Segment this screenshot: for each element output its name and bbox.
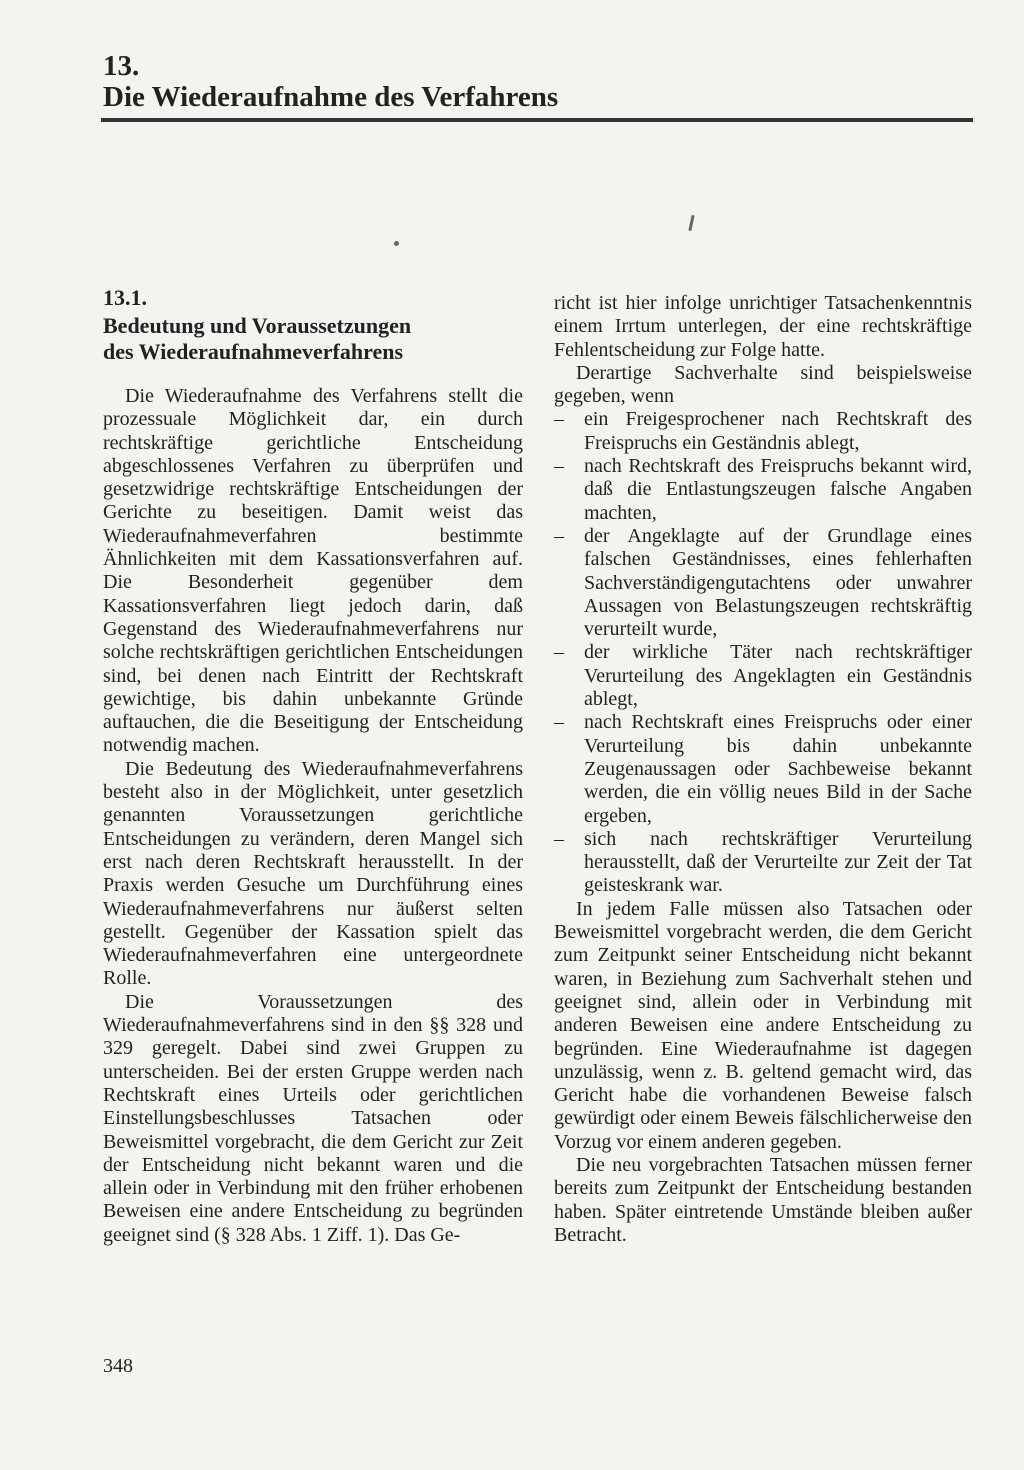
section-title-line: Bedeutung und Voraussetzungen	[103, 313, 412, 338]
chapter-number: 13.	[103, 50, 140, 82]
body-paragraph: Die Voraussetzungen des Wiederaufnahmeverfahrens sind in den §§ 328 und 329 geregelt. Dabei sind zwei Gruppen zu unterscheiden. Bei der ersten Gruppe werden nach Rechtskraft eines Urteils oder gerichtlichen Einstellungsbeschlusses Tatsachen oder Beweismittel vorgebracht, die dem Gericht zur Zeit der Entscheidung nicht bekannt waren und die allein oder in Verbindung mit den früher erhobenen Beweisen eine andere Entscheidung zu begründen geeignet sind (§ 328 Abs. 1 Ziff. 1). Das Ge-	[103, 990, 523, 1246]
list-item: – sich nach rechtskräftiger Verurteilung herausstellt, daß der Verurteilte zur Zeit der Tat geisteskrank war.	[554, 828, 972, 898]
section-number: 13.1.	[103, 285, 147, 310]
list-item: – nach Rechtskraft des Freispruchs bekannt wird, daß die Entlastungszeugen falsche Angaben machten,	[554, 455, 972, 525]
list-item: – nach Rechtskraft eines Freispruchs oder einer Verurteilung bis dahin unbekannte Zeugenaussagen oder Sachbeweise bekannt werden, die ein völlig neues Bild in der Sache ergeben,	[554, 711, 972, 827]
continuation-paragraph: richt ist hier infolge unrichtiger Tatsachenkenntnis einem Irrtum unterlegen, der eine rechtskräftige Fehlentscheidung zur Folge hatte.	[554, 292, 972, 361]
body-paragraph: Die neu vorgebrachten Tatsachen müssen ferner bereits zum Zeitpunkt der Entscheidung bestanden haben. Später eintretende Umstände bleiben außer Betracht.	[554, 1153, 972, 1246]
list-intro: Derartige Sachverhalte sind beispielsweise gegeben, wenn	[554, 361, 972, 408]
print-speck	[394, 241, 399, 246]
right-column	[554, 292, 972, 1247]
list-item: – der Angeklagte auf der Grundlage eines falschen Geständnisses, eines fehlerhaften Sachverständigengutachtens oder unwahrer Aussagen von Belastungszeugen rechtskräftig verurteilt wurde,	[554, 525, 972, 641]
print-speck	[688, 215, 694, 231]
condition-list	[554, 408, 972, 897]
page-number: 348	[103, 1355, 133, 1377]
body-paragraph: In jedem Falle müssen also Tatsachen oder Beweismittel vorgebracht werden, die dem Gericht zum Zeitpunkt seiner Entscheidung nicht bekannt waren, in Beziehung zum Sachverhalt stehen und geeignet sind, allein oder in Verbindung mit anderen Beweisen eine andere Entscheidung zu begründen. Eine Wiederaufnahme ist dagegen unzulässig, wenn z. B. geltend gemacht wird, das Gericht habe die vorhandenen Beweise falsch gewürdigt oder einem Beweis fälschlicherweise den Vorzug vor einem anderen gegeben.	[554, 897, 972, 1153]
chapter-rule	[101, 118, 973, 122]
section-title	[103, 313, 411, 365]
list-item: – der wirkliche Täter nach rechtskräftiger Verurteilung des Angeklagten ein Geständnis ablegt,	[554, 641, 972, 711]
body-paragraph: Die Wiederaufnahme des Verfahrens stellt die prozessuale Möglichkeit dar, ein durch rechtskräftige gerichtliche Entscheidung abgeschlossenes Verfahren zu überprüfen und gesetzwidrige rechtskräftige Entscheidungen der Gerichte zu beseitigen. Damit weist das Wiederaufnahmeverfahren bestimmte Ähnlichkeiten mit dem Kassationsverfahren auf. Die Besonderheit gegenüber dem Kassationsverfahren liegt jedoch darin, daß Gegenstand des Wiederaufnahmeverfahrens nur solche rechtskräftigen gerichtlichen Entscheidungen sind, bei denen nach Eintritt der Rechtskraft gewichtige, bis dahin unbekannte Gründe auftauchen, die die Beseitigung der Entscheidung notwendig machen.	[103, 385, 523, 757]
chapter-title: Die Wiederaufnahme des Verfahrens	[103, 81, 559, 113]
left-column	[103, 385, 523, 1247]
body-paragraph: Die Bedeutung des Wiederaufnahmeverfahrens besteht also in der Möglichkeit, unter gesetzlich genannten Voraussetzungen gerichtliche Entscheidungen zu verändern, deren Mangel sich erst nach deren Rechtskraft herausstellt. In der Praxis werden Gesuche um Durchführung eines Wiederaufnahmeverfahrens nur äußerst selten gestellt. Gegenüber der Kassation spielt das Wiederaufnahmeverfahren eine untergeordnete Rolle.	[103, 757, 523, 990]
section-title-line: des Wiederaufnahmeverfahrens	[103, 339, 404, 364]
list-item: – ein Freigesprochener nach Rechtskraft des Freispruchs ein Geständnis ablegt,	[554, 408, 972, 455]
